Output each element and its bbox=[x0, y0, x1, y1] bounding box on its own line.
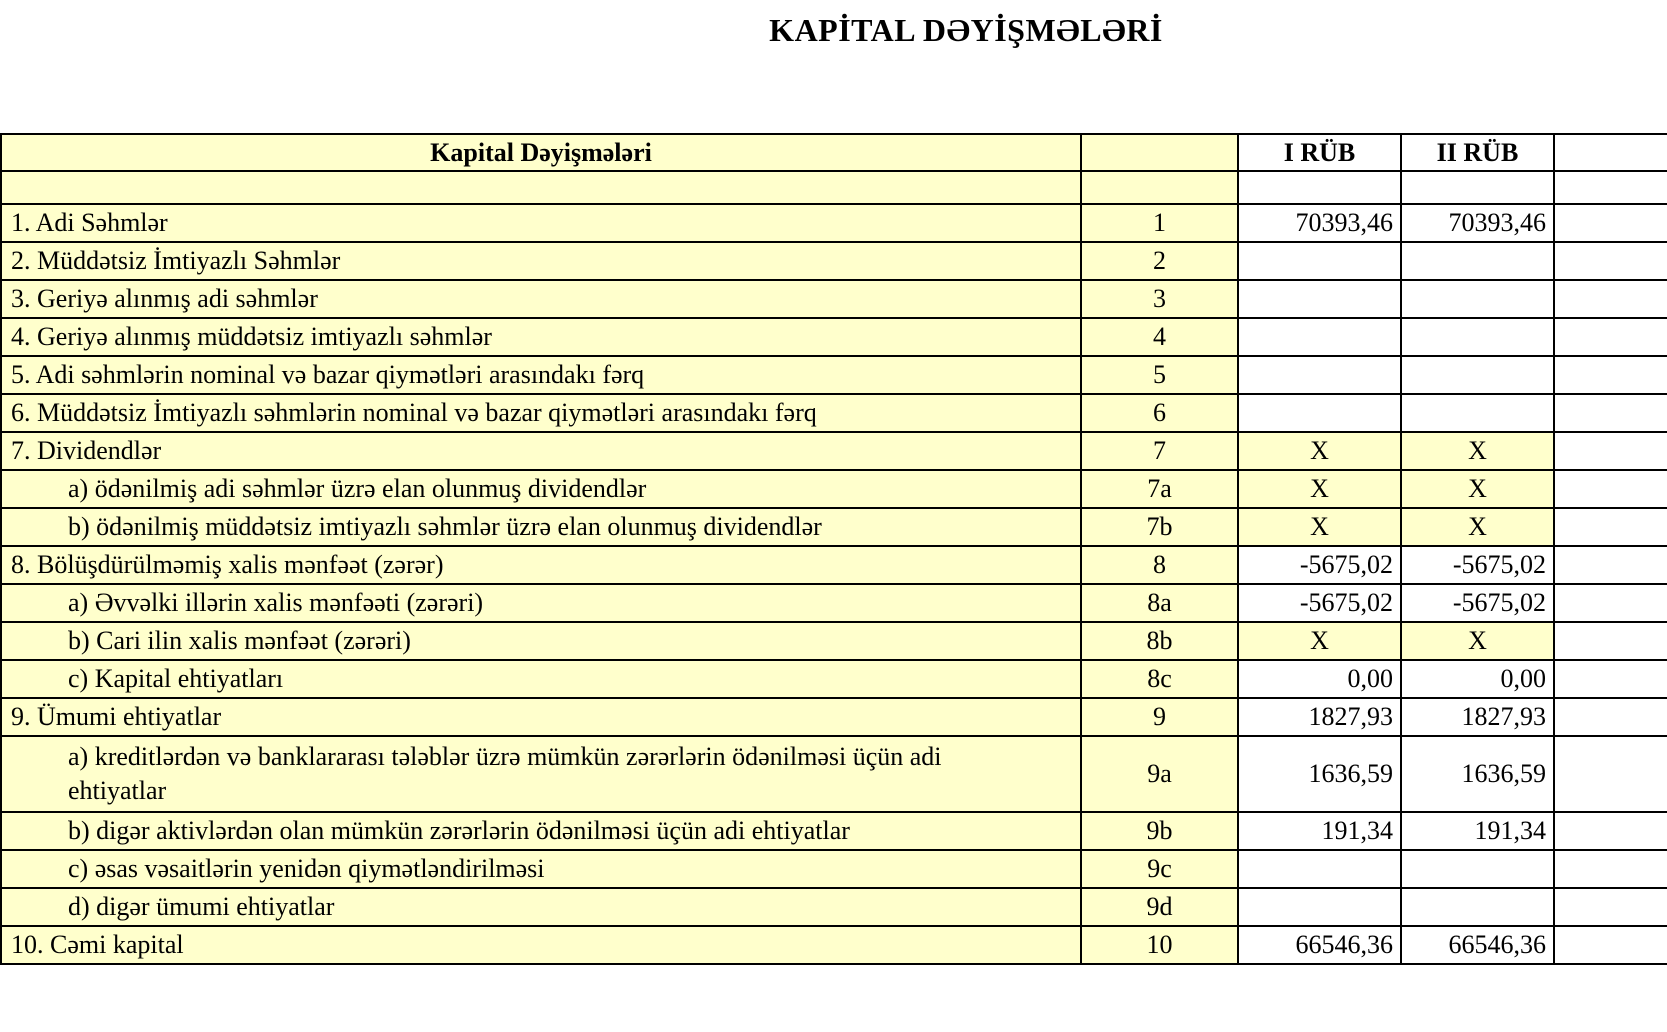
column-header-q1: I RÜB bbox=[1238, 134, 1401, 171]
table-row bbox=[1, 736, 1667, 812]
table-row bbox=[1, 660, 1667, 698]
q1-value bbox=[1238, 242, 1401, 280]
tail-cell bbox=[1554, 736, 1667, 812]
q2-value bbox=[1401, 318, 1554, 356]
row-label: 6. Müddətsiz İmtiyazlı səhmlərin nominal və bazar qiymətləri arasındakı fərq bbox=[1, 394, 1081, 432]
q1-value bbox=[1238, 850, 1401, 888]
table-row bbox=[1, 584, 1667, 622]
q2-value: -5675,02 bbox=[1401, 546, 1554, 584]
row-code: 9a bbox=[1081, 736, 1238, 812]
q1-value: -5675,02 bbox=[1238, 546, 1401, 584]
tail-cell bbox=[1554, 698, 1667, 736]
table-row bbox=[1, 546, 1667, 584]
table-row bbox=[1, 204, 1667, 242]
q2-value bbox=[1401, 356, 1554, 394]
q1-value: 70393,46 bbox=[1238, 204, 1401, 242]
row-label: 7. Dividendlər bbox=[1, 432, 1081, 470]
tail-cell bbox=[1554, 394, 1667, 432]
tail-cell bbox=[1554, 584, 1667, 622]
q1-value: X bbox=[1238, 432, 1401, 470]
row-label: c) Kapital ehtiyatları bbox=[1, 660, 1081, 698]
tail-cell bbox=[1554, 242, 1667, 280]
row-label: 10. Cəmi kapital bbox=[1, 926, 1081, 964]
row-code: 8 bbox=[1081, 546, 1238, 584]
table-row bbox=[1, 280, 1667, 318]
q2-value: 0,00 bbox=[1401, 660, 1554, 698]
row-label: 8. Bölüşdürülməmiş xalis mənfəət (zərər) bbox=[1, 546, 1081, 584]
q1-value bbox=[1238, 171, 1401, 204]
row-label: 4. Geriyə alınmış müddətsiz imtiyazlı səhmlər bbox=[1, 318, 1081, 356]
q1-value: 66546,36 bbox=[1238, 926, 1401, 964]
q1-value: X bbox=[1238, 470, 1401, 508]
q1-value: X bbox=[1238, 508, 1401, 546]
column-header-code bbox=[1081, 134, 1238, 171]
row-code: 2 bbox=[1081, 242, 1238, 280]
row-code bbox=[1081, 171, 1238, 204]
tail-cell bbox=[1554, 204, 1667, 242]
tail-cell bbox=[1554, 508, 1667, 546]
row-label: d) digər ümumi ehtiyatlar bbox=[1, 888, 1081, 926]
tail-cell bbox=[1554, 171, 1667, 204]
page-title: KAPİTAL DƏYİŞMƏLƏRİ bbox=[769, 12, 1163, 48]
tail-cell bbox=[1554, 432, 1667, 470]
row-code: 8a bbox=[1081, 584, 1238, 622]
row-label: 3. Geriyə alınmış adi səhmlər bbox=[1, 280, 1081, 318]
table-row bbox=[1, 622, 1667, 660]
q1-value: 1636,59 bbox=[1238, 736, 1401, 812]
row-code: 9c bbox=[1081, 850, 1238, 888]
column-header-label: Kapital Dəyişmələri bbox=[1, 134, 1081, 171]
q1-value: 191,34 bbox=[1238, 812, 1401, 850]
q1-value: 1827,93 bbox=[1238, 698, 1401, 736]
table-header-row bbox=[1, 134, 1667, 171]
row-label: a) Əvvəlki illərin xalis mənfəəti (zərəri) bbox=[1, 584, 1081, 622]
q2-value: X bbox=[1401, 432, 1554, 470]
row-code: 7b bbox=[1081, 508, 1238, 546]
row-label: 1. Adi Səhmlər bbox=[1, 204, 1081, 242]
row-label: a) kreditlərdən və banklararası tələblər üzrə mümkün zərərlərin ödənilməsi üçün adi ehtiyatlar bbox=[1, 736, 1081, 812]
row-label: 2. Müddətsiz İmtiyazlı Səhmlər bbox=[1, 242, 1081, 280]
q2-value bbox=[1401, 850, 1554, 888]
q2-value: X bbox=[1401, 470, 1554, 508]
empty-row bbox=[1, 171, 1667, 204]
row-code: 6 bbox=[1081, 394, 1238, 432]
q2-value bbox=[1401, 888, 1554, 926]
table-row bbox=[1, 470, 1667, 508]
q1-value bbox=[1238, 888, 1401, 926]
tail-cell bbox=[1554, 812, 1667, 850]
table-row bbox=[1, 508, 1667, 546]
row-label: a) ödənilmiş adi səhmlər üzrə elan olunmuş dividendlər bbox=[1, 470, 1081, 508]
q1-value bbox=[1238, 280, 1401, 318]
table-row bbox=[1, 432, 1667, 470]
tail-cell bbox=[1554, 546, 1667, 584]
q2-value: X bbox=[1401, 622, 1554, 660]
tail-cell bbox=[1554, 850, 1667, 888]
table-row bbox=[1, 812, 1667, 850]
row-code: 3 bbox=[1081, 280, 1238, 318]
table-row bbox=[1, 850, 1667, 888]
q2-value bbox=[1401, 242, 1554, 280]
table-row bbox=[1, 242, 1667, 280]
tail-cell bbox=[1554, 660, 1667, 698]
row-code: 7 bbox=[1081, 432, 1238, 470]
q2-value: 66546,36 bbox=[1401, 926, 1554, 964]
table-row bbox=[1, 698, 1667, 736]
q1-value: -5675,02 bbox=[1238, 584, 1401, 622]
q2-value: 191,34 bbox=[1401, 812, 1554, 850]
q1-value: X bbox=[1238, 622, 1401, 660]
tail-cell bbox=[1554, 888, 1667, 926]
table-row bbox=[1, 318, 1667, 356]
table-row bbox=[1, 926, 1667, 964]
row-label: b) ödənilmiş müddətsiz imtiyazlı səhmlər üzrə elan olunmuş dividendlər bbox=[1, 508, 1081, 546]
row-label bbox=[1, 171, 1081, 204]
row-code: 9b bbox=[1081, 812, 1238, 850]
tail-cell bbox=[1554, 318, 1667, 356]
row-code: 9 bbox=[1081, 698, 1238, 736]
q2-value: X bbox=[1401, 508, 1554, 546]
q1-value bbox=[1238, 318, 1401, 356]
q2-value bbox=[1401, 171, 1554, 204]
q2-value bbox=[1401, 280, 1554, 318]
row-label: c) əsas vəsaitlərin yenidən qiymətləndirilməsi bbox=[1, 850, 1081, 888]
row-code: 8c bbox=[1081, 660, 1238, 698]
tail-cell bbox=[1554, 356, 1667, 394]
row-label: b) Cari ilin xalis mənfəət (zərəri) bbox=[1, 622, 1081, 660]
row-label: 9. Ümumi ehtiyatlar bbox=[1, 698, 1081, 736]
row-code: 5 bbox=[1081, 356, 1238, 394]
tail-cell bbox=[1554, 470, 1667, 508]
row-code: 9d bbox=[1081, 888, 1238, 926]
tail-cell bbox=[1554, 622, 1667, 660]
q1-value: 0,00 bbox=[1238, 660, 1401, 698]
tail-cell bbox=[1554, 926, 1667, 964]
row-code: 8b bbox=[1081, 622, 1238, 660]
row-label: 5. Adi səhmlərin nominal və bazar qiymətləri arasındakı fərq bbox=[1, 356, 1081, 394]
capital-changes-table bbox=[0, 133, 1667, 965]
table-row bbox=[1, 394, 1667, 432]
q2-value: 1636,59 bbox=[1401, 736, 1554, 812]
column-header-q2: II RÜB bbox=[1401, 134, 1554, 171]
q1-value bbox=[1238, 356, 1401, 394]
row-code: 7a bbox=[1081, 470, 1238, 508]
q2-value bbox=[1401, 394, 1554, 432]
q1-value bbox=[1238, 394, 1401, 432]
row-label: b) digər aktivlərdən olan mümkün zərərlərin ödənilməsi üçün adi ehtiyatlar bbox=[1, 812, 1081, 850]
tail-cell bbox=[1554, 280, 1667, 318]
q2-value: -5675,02 bbox=[1401, 584, 1554, 622]
row-code: 4 bbox=[1081, 318, 1238, 356]
q2-value: 70393,46 bbox=[1401, 204, 1554, 242]
tail-cell bbox=[1554, 134, 1667, 171]
row-code: 10 bbox=[1081, 926, 1238, 964]
table-row bbox=[1, 888, 1667, 926]
table-row bbox=[1, 356, 1667, 394]
q2-value: 1827,93 bbox=[1401, 698, 1554, 736]
row-code: 1 bbox=[1081, 204, 1238, 242]
